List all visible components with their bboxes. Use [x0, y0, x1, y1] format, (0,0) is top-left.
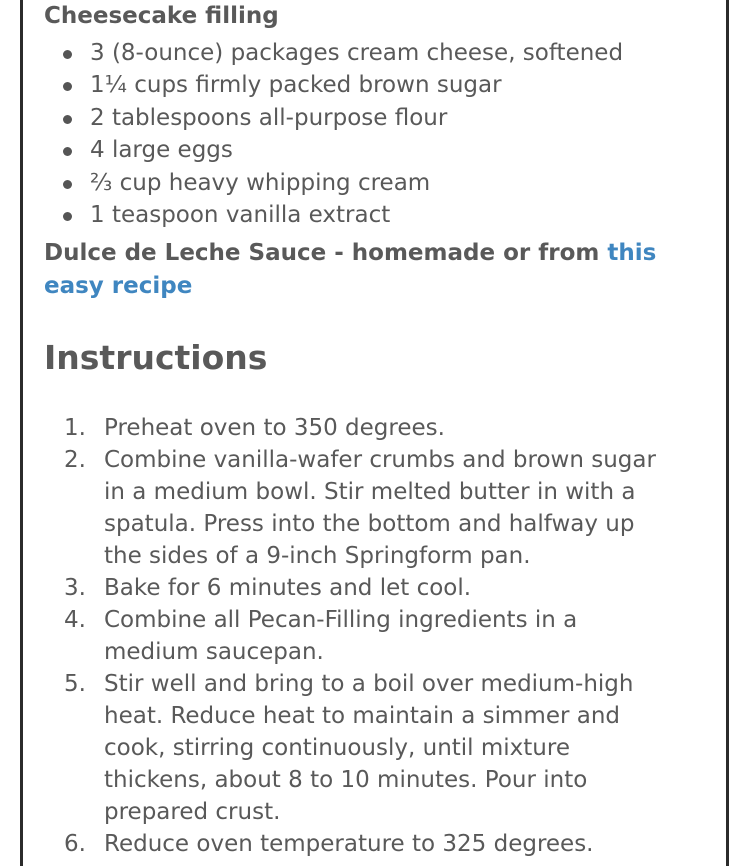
bullet-icon: [63, 180, 72, 189]
bullet-icon: [63, 82, 72, 91]
step-number: 1.: [64, 415, 86, 441]
step-line: Combine all Pecan-Filling ingredients in a: [104, 607, 578, 633]
ingredient-text: 1 teaspoon vanilla extract: [90, 201, 391, 228]
step-line: in a medium bowl. Stir melted butter in with a: [104, 479, 636, 505]
bullet-icon: [63, 115, 72, 124]
link-text-line-2: easy recipe: [44, 273, 193, 299]
link-text-line-1: this: [607, 240, 657, 266]
step-number: 4.: [64, 607, 86, 633]
sauce-note: [44, 237, 694, 303]
ingredient-text: 4 large eggs: [90, 137, 233, 164]
sauce-text: Dulce de Leche Sauce - homemade or from: [44, 240, 608, 266]
step-line: Preheat oven to 350 degrees.: [104, 415, 445, 441]
bullet-icon: [63, 147, 72, 156]
ingredient-item: [44, 199, 716, 231]
step-line: cook, stirring continuously, until mixture: [104, 735, 570, 761]
step-line: medium saucepan.: [104, 639, 324, 665]
step-line: Stir well and bring to a boil over medium-high: [104, 671, 634, 697]
instruction-steps: [44, 412, 716, 860]
step-number: 5.: [64, 671, 86, 697]
instruction-step: [44, 572, 694, 604]
page-border-right: [726, 0, 729, 866]
ingredient-item: [44, 69, 716, 101]
step-number: 2.: [64, 447, 86, 473]
ingredient-text: 1¼ cups firmly packed brown sugar: [90, 72, 502, 99]
page-border-left: [20, 0, 23, 866]
ingredient-text: ⅔ cup heavy whipping cream: [90, 169, 431, 196]
step-line: spatula. Press into the bottom and halfway up: [104, 511, 635, 537]
bullet-icon: [63, 212, 72, 221]
filling-heading: Cheesecake filling: [44, 3, 279, 29]
step-line: prepared crust.: [104, 799, 281, 825]
instruction-step: [44, 668, 694, 828]
ingredient-item: [44, 134, 716, 166]
step-line: Combine vanilla-wafer crumbs and brown sugar: [104, 447, 656, 473]
step-number: 6.: [64, 831, 86, 857]
ingredient-text: 3 (8-ounce) packages cream cheese, softened: [90, 40, 624, 66]
step-line: heat. Reduce heat to maintain a simmer and: [104, 703, 621, 729]
bullet-icon: [63, 50, 72, 59]
ingredient-list: [44, 37, 716, 231]
instruction-step: [44, 828, 694, 860]
step-line: the sides of a 9-inch Springform pan.: [104, 543, 531, 569]
ingredient-item: [44, 37, 716, 69]
ingredient-text: 2 tablespoons all-purpose flour: [90, 104, 448, 131]
step-line: Bake for 6 minutes and let cool.: [104, 575, 472, 601]
ingredient-item: [44, 167, 716, 199]
instruction-step: [44, 444, 694, 572]
instructions-heading: Instructions: [44, 338, 268, 377]
step-line: thickens, about 8 to 10 minutes. Pour into: [104, 767, 588, 793]
step-line: Reduce oven temperature to 325 degrees.: [104, 831, 594, 857]
instruction-step: [44, 604, 694, 668]
ingredient-item: [44, 102, 716, 134]
step-number: 3.: [64, 575, 86, 601]
instruction-step: [44, 412, 694, 444]
